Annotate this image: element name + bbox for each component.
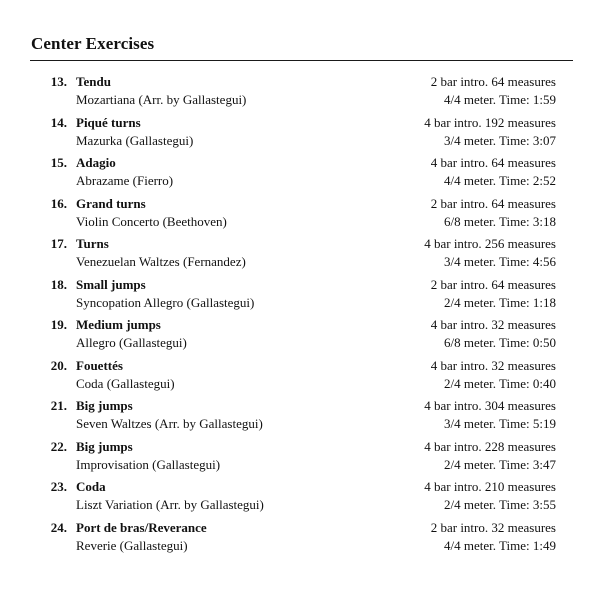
- exercise-title: Fouettés: [76, 357, 123, 373]
- meter-time: 2/4 meter. Time: 0:40: [444, 375, 556, 391]
- track-number: 13.: [50, 74, 67, 89]
- track-number: 23.: [50, 479, 67, 494]
- track-number: 15.: [50, 155, 67, 170]
- intro-measures: 2 bar intro. 64 measures: [430, 74, 556, 89]
- music-credit: Syncopation Allegro (Gallastegui): [76, 294, 255, 310]
- track-number: 20.: [50, 357, 67, 373]
- track-entry: [0, 235, 600, 276]
- music-credit: Coda (Gallastegui): [76, 375, 175, 391]
- section-heading: Center Exercises: [31, 34, 155, 53]
- meter-time: 3/4 meter. Time: 3:07: [444, 132, 556, 148]
- music-credit: Seven Waltzes (Arr. by Gallastegui): [76, 416, 263, 431]
- meter-time: 2/4 meter. Time: 1:18: [444, 294, 556, 310]
- exercise-title: Grand turns: [76, 195, 146, 211]
- track-list: [0, 73, 600, 559]
- track-entry: [0, 154, 600, 195]
- track-entry: [0, 519, 600, 560]
- music-credit: Mozartiana (Arr. by Gallastegui): [76, 92, 247, 107]
- exercise-title: Small jumps: [76, 276, 146, 292]
- track-number: 21.: [50, 398, 67, 413]
- track-number: 22.: [50, 438, 67, 454]
- exercise-title: Coda: [76, 479, 106, 494]
- meter-time: 3/4 meter. Time: 5:19: [444, 416, 556, 431]
- exercise-title: Piqué turns: [76, 114, 141, 130]
- music-credit: Violin Concerto (Beethoven): [76, 213, 227, 229]
- meter-time: 6/8 meter. Time: 3:18: [444, 213, 556, 229]
- meter-time: 6/8 meter. Time: 0:50: [444, 335, 556, 350]
- track-entry: [0, 397, 600, 438]
- track-number: 24.: [50, 519, 67, 535]
- music-credit: Allegro (Gallastegui): [76, 335, 187, 350]
- exercise-title: Adagio: [76, 155, 116, 170]
- track-entry: [0, 478, 600, 519]
- track-number: 16.: [50, 195, 67, 211]
- heading-divider: [30, 60, 573, 61]
- exercise-title: Tendu: [76, 74, 111, 89]
- track-entry: [0, 195, 600, 236]
- intro-measures: 4 bar intro. 228 measures: [424, 438, 556, 454]
- intro-measures: 2 bar intro. 32 measures: [430, 519, 556, 535]
- meter-time: 4/4 meter. Time: 2:52: [444, 173, 556, 188]
- exercise-title: Turns: [76, 236, 109, 251]
- music-credit: Liszt Variation (Arr. by Gallastegui): [76, 497, 264, 512]
- track-entry: [0, 438, 600, 479]
- meter-time: 3/4 meter. Time: 4:56: [444, 254, 556, 269]
- meter-time: 2/4 meter. Time: 3:47: [444, 456, 556, 472]
- track-entry: [0, 357, 600, 398]
- intro-measures: 4 bar intro. 32 measures: [430, 357, 556, 373]
- exercise-title: Big jumps: [76, 398, 133, 413]
- track-entry: [0, 114, 600, 155]
- track-entry: [0, 316, 600, 357]
- intro-measures: 4 bar intro. 192 measures: [424, 114, 556, 130]
- intro-measures: 2 bar intro. 64 measures: [430, 276, 556, 292]
- music-credit: Improvisation (Gallastegui): [76, 456, 221, 472]
- intro-measures: 4 bar intro. 64 measures: [430, 155, 556, 170]
- track-number: 17.: [50, 236, 67, 251]
- intro-measures: 4 bar intro. 32 measures: [430, 317, 556, 332]
- track-entry: [0, 276, 600, 317]
- track-number: 19.: [50, 317, 67, 332]
- music-credit: Abrazame (Fierro): [76, 173, 174, 188]
- track-entry: [0, 73, 600, 114]
- meter-time: 2/4 meter. Time: 3:55: [444, 497, 556, 512]
- meter-time: 4/4 meter. Time: 1:49: [444, 537, 556, 553]
- intro-measures: 2 bar intro. 64 measures: [430, 195, 556, 211]
- exercise-title: Port de bras/Reverance: [76, 519, 207, 535]
- intro-measures: 4 bar intro. 256 measures: [424, 236, 556, 251]
- meter-time: 4/4 meter. Time: 1:59: [444, 92, 556, 107]
- intro-measures: 4 bar intro. 210 measures: [424, 479, 556, 494]
- music-credit: Venezuelan Waltzes (Fernandez): [76, 254, 246, 269]
- music-credit: Mazurka (Gallastegui): [76, 132, 194, 148]
- intro-measures: 4 bar intro. 304 measures: [424, 398, 556, 413]
- exercise-title: Big jumps: [76, 438, 133, 454]
- track-number: 14.: [50, 114, 67, 130]
- exercise-title: Medium jumps: [76, 317, 161, 332]
- track-number: 18.: [50, 276, 67, 292]
- music-credit: Reverie (Gallastegui): [76, 537, 188, 553]
